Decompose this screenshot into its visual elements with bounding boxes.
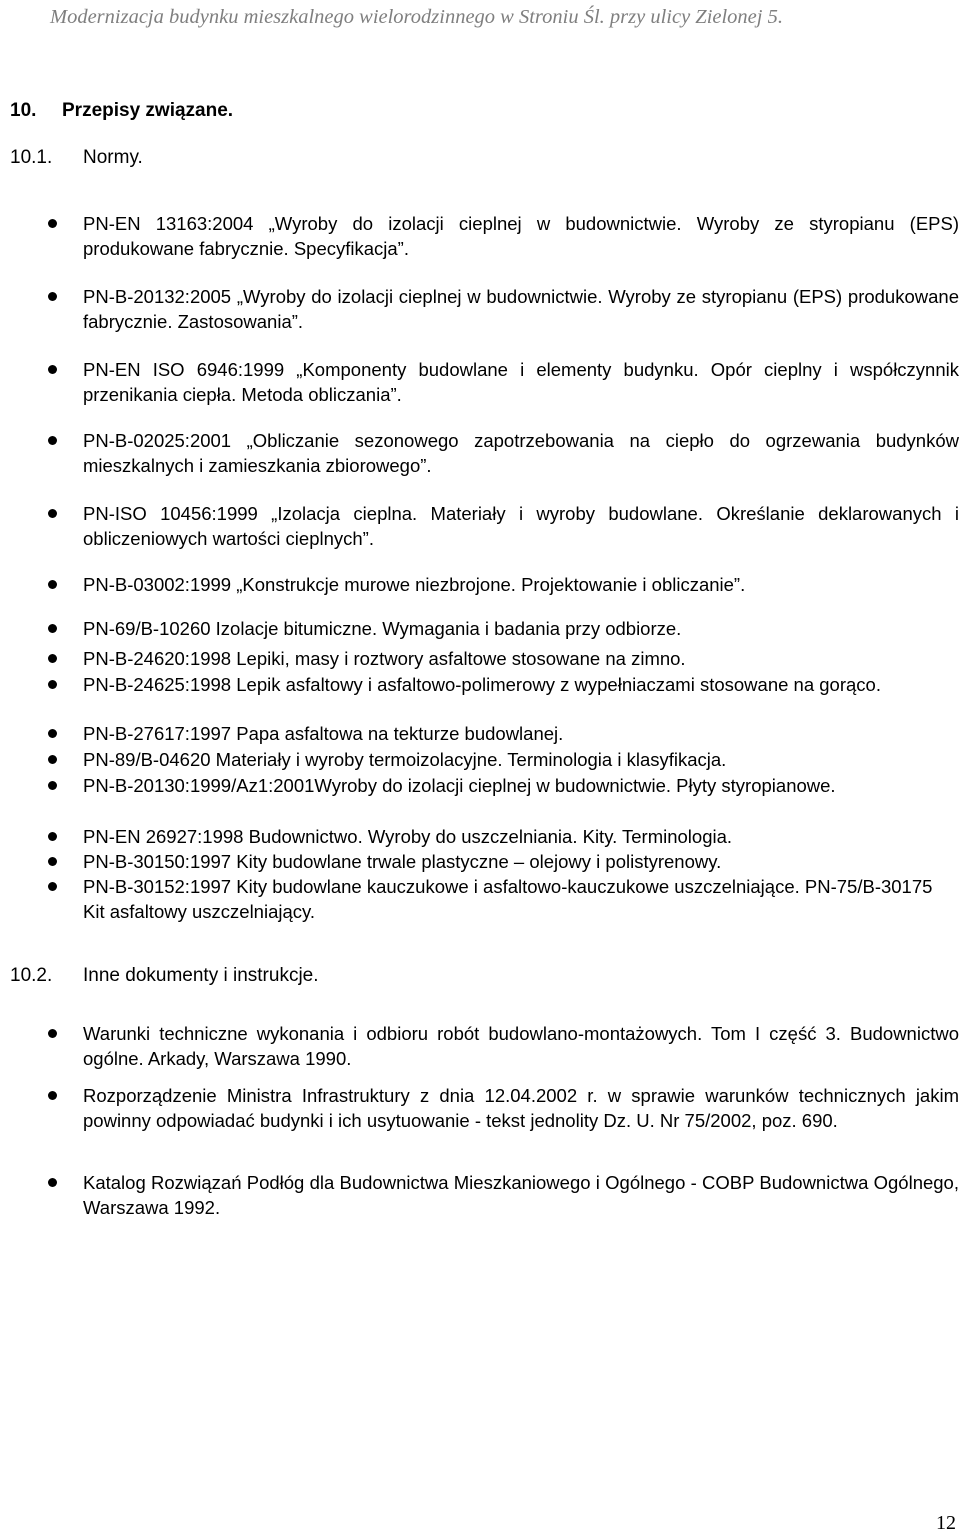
norm-item: PN-B-30152:1997 Kity budowlane kauczukowe i asfaltowo-kauczukowe uszczelniające. PN-75/B-30175 Kit asfaltowy uszczelniający. bbox=[83, 876, 933, 922]
subsection-title: Inne dokumenty i instrukcje. bbox=[83, 965, 319, 986]
norm-item: PN-89/B-04620 Materiały i wyroby termoizolacyjne. Terminologia i klasyfikacja. bbox=[83, 749, 727, 770]
subsection-number: 10.2. bbox=[10, 965, 53, 986]
bullet-icon bbox=[48, 580, 57, 589]
bullet-icon bbox=[48, 365, 57, 374]
bullet-icon bbox=[48, 292, 57, 301]
section-heading bbox=[10, 100, 233, 122]
norm-item: PN-B-20132:2005 „Wyroby do izolacji cieplnej w budownictwie. Wyroby ze styropianu (EPS) produkowane fabrycznie. Zastosowania”. bbox=[83, 286, 959, 332]
norm-item: PN-B-24625:1998 Lepik asfaltowy i asfaltowo-polimerowy z wypełniaczami stosowane na gorąco. bbox=[83, 674, 881, 695]
document-item: Katalog Rozwiązań Podłóg dla Budownictwa Mieszkaniowego i Ogólnego - COBP Budownictwa Ogólnego, Warszawa 1992. bbox=[83, 1172, 959, 1218]
bullet-icon bbox=[48, 882, 57, 891]
norm-item: PN-B-27617:1997 Papa asfaltowa na tekturze budowlanej. bbox=[83, 723, 564, 744]
bullet-icon bbox=[48, 436, 57, 445]
bullet-icon bbox=[48, 729, 57, 738]
norm-item: PN-EN 26927:1998 Budownictwo. Wyroby do uszczelniania. Kity. Terminologia. bbox=[83, 826, 733, 847]
bullet-icon bbox=[48, 1091, 57, 1100]
bullet-icon bbox=[48, 1178, 57, 1187]
bullet-icon bbox=[48, 832, 57, 841]
document-item: Warunki techniczne wykonania i odbioru robót budowlano-montażowych. Tom I część 3. Budownictwo ogólne. Arkady, Warszawa 1990. bbox=[83, 1023, 959, 1069]
bullet-icon bbox=[48, 1029, 57, 1038]
bullet-icon bbox=[48, 857, 57, 866]
section-number: 10. bbox=[10, 100, 37, 121]
bullet-icon bbox=[48, 624, 57, 633]
norm-item: PN-B-02025:2001 „Obliczanie sezonowego zapotrzebowania na ciepło do ogrzewania budynków mieszkalnych i zamieszkania zbiorowego”. bbox=[83, 430, 959, 476]
norm-item: PN-B-20130:1999/Az1:2001Wyroby do izolacji cieplnej w budownictwie. Płyty styropianowe. bbox=[83, 775, 836, 796]
bullet-icon bbox=[48, 509, 57, 518]
subsection-title: Normy. bbox=[83, 147, 143, 168]
norm-item: PN-ISO 10456:1999 „Izolacja cieplna. Materiały i wyroby budowlane. Określanie deklarowanych i obliczeniowych wartości cieplnych”. bbox=[83, 503, 959, 549]
section-title: Przepisy związane. bbox=[62, 100, 234, 121]
norm-item: PN-69/B-10260 Izolacje bitumiczne. Wymagania i badania przy odbiorze. bbox=[83, 618, 682, 639]
bullet-icon bbox=[48, 680, 57, 689]
subsection-number: 10.1. bbox=[10, 147, 53, 168]
bullet-icon bbox=[48, 654, 57, 663]
norm-item: PN-B-03002:1999 „Konstrukcje murowe niezbrojone. Projektowanie i obliczanie”. bbox=[83, 574, 746, 595]
page-header: Modernizacja budynku mieszkalnego wielorodzinnego w Stroniu Śl. przy ulicy Zielonej 5. bbox=[50, 6, 783, 28]
norm-item: PN-EN ISO 6946:1999 „Komponenty budowlane i elementy budynku. Opór cieplny i współczynnik przenikania ciepła. Metoda obliczania”. bbox=[83, 359, 959, 405]
bullet-icon bbox=[48, 219, 57, 228]
document-item: Rozporządzenie Ministra Infrastruktury z dnia 12.04.2002 r. w sprawie warunków technicznych jakim powinny odpowiadać budynki i ich usytuowanie - tekst jednolity Dz. U. Nr 75/2002, poz. 690. bbox=[83, 1085, 959, 1131]
bullet-icon bbox=[48, 781, 57, 790]
subsection-heading-norms bbox=[10, 147, 143, 169]
norm-item: PN-B-24620:1998 Lepiki, masy i roztwory asfaltowe stosowane na zimno. bbox=[83, 648, 686, 669]
subsection-heading-documents bbox=[10, 965, 319, 987]
bullet-icon bbox=[48, 755, 57, 764]
norm-item: PN-B-30150:1997 Kity budowlane trwale plastyczne – olejowy i polistyrenowy. bbox=[83, 851, 722, 872]
norm-item: PN-EN 13163:2004 „Wyroby do izolacji cieplnej w budownictwie. Wyroby ze styropianu (EPS) produkowane fabrycznie. Specyfikacja”. bbox=[83, 213, 959, 259]
page-number: 12 bbox=[936, 1512, 956, 1534]
